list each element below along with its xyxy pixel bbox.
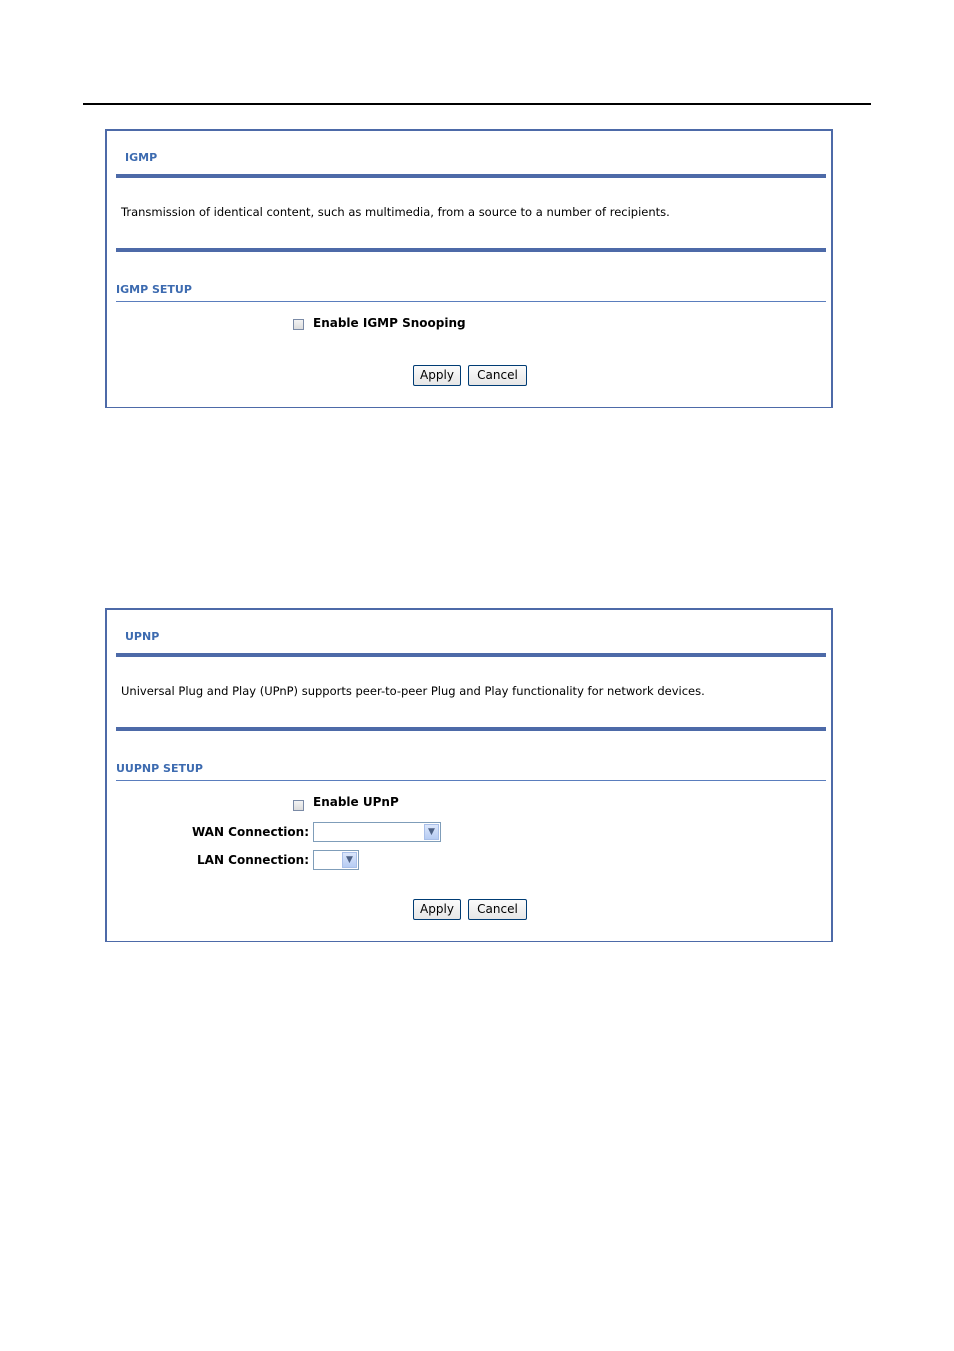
upnp-setup-title: UUPNP SETUP xyxy=(116,762,203,775)
igmp-title-bar xyxy=(116,174,826,178)
upnp-description-bar xyxy=(116,727,826,731)
enable-upnp-label: Enable UPnP xyxy=(313,795,399,809)
enable-igmp-snooping-checkbox[interactable] xyxy=(293,319,304,330)
igmp-cancel-button[interactable]: Cancel xyxy=(468,365,527,386)
lan-connection-label: LAN Connection: xyxy=(197,853,309,867)
upnp-setup-divider xyxy=(116,780,826,781)
igmp-description: Transmission of identical content, such as multimedia, from a source to a number of recipients. xyxy=(121,205,670,219)
igmp-title: IGMP xyxy=(125,151,158,164)
upnp-title-bar xyxy=(116,653,826,657)
igmp-setup-title: IGMP SETUP xyxy=(116,283,192,296)
igmp-apply-button[interactable]: Apply xyxy=(413,365,461,386)
igmp-panel xyxy=(105,129,833,408)
page-header-rule xyxy=(83,103,871,105)
upnp-cancel-button[interactable]: Cancel xyxy=(468,899,527,920)
igmp-setup-divider xyxy=(116,301,826,302)
chevron-down-icon: ▼ xyxy=(342,852,357,868)
wan-connection-select[interactable] xyxy=(313,822,441,842)
lan-connection-select[interactable] xyxy=(313,850,359,870)
upnp-description: Universal Plug and Play (UPnP) supports peer-to-peer Plug and Play functionality for network devices. xyxy=(121,684,705,698)
wan-connection-label: WAN Connection: xyxy=(191,825,309,839)
enable-upnp-checkbox[interactable] xyxy=(293,800,304,811)
enable-igmp-snooping-label: Enable IGMP Snooping xyxy=(313,316,466,330)
igmp-description-bar xyxy=(116,248,826,252)
upnp-title: UPNP xyxy=(125,630,160,643)
upnp-apply-button[interactable]: Apply xyxy=(413,899,461,920)
upnp-panel xyxy=(105,608,833,942)
chevron-down-icon: ▼ xyxy=(424,824,439,840)
